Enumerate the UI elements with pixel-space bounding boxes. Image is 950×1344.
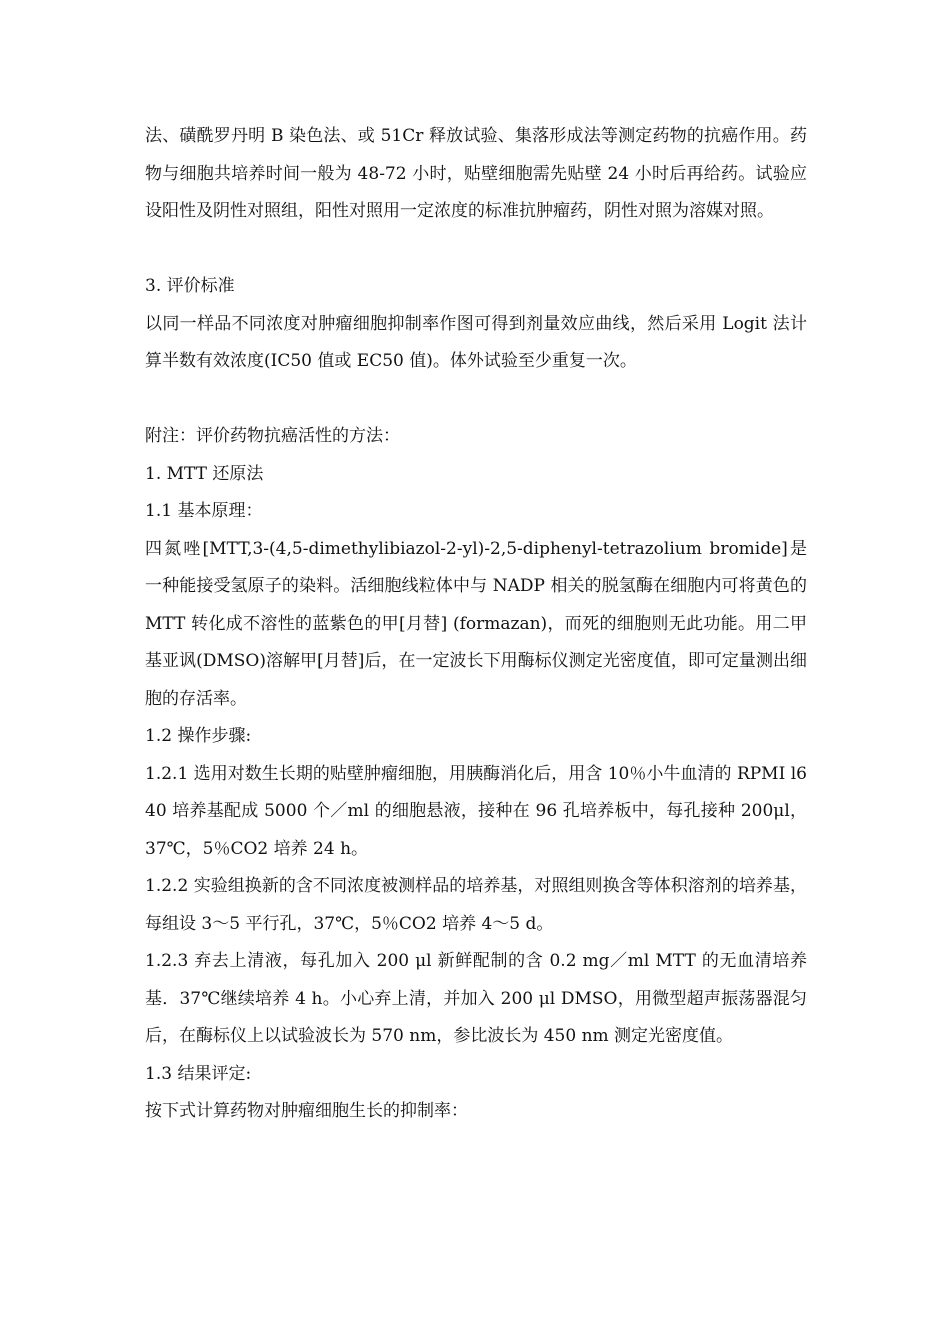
paragraph-step-1-2-3: 1.2.3 弃去上清液，每孔加入 200 μl 新鲜配制的含 0.2 mg／ml MTT 的无血清培养基．37℃继续培养 4 h。小心弃上清，并加入 200 μl DMSO，用微型超声振荡器混匀后，在酶标仪上以试验波长为 570 nm，参比波长为 450 nm 测定光密度值。: [145, 951, 807, 1046]
heading-appendix-note: 附注：评价药物抗癌活性的方法：: [145, 426, 400, 446]
paragraph-inhibition-formula-intro: 按下式计算药物对肿瘤细胞生长的抑制率：: [145, 1101, 468, 1121]
paragraph-step-1-2-2: 1.2.2 实验组换新的含不同浓度被测样品的培养基，对照组则换含等体积溶剂的培养基，每组设 3～5 平行孔，37℃，5％CO2 培养 4～5 d。: [145, 876, 807, 934]
heading-procedure: 1.2 操作步骤:: [145, 726, 252, 746]
paragraph-step-1-2-1: 1.2.1 选用对数生长期的贴壁肿瘤细胞，用胰酶消化后，用含 10％小牛血清的 RPMI l640 培养基配成 5000 个／ml 的细胞悬液，接种在 96 孔培养板中，每孔接种 200μl，37℃，5％CO2 培养 24 h。: [145, 763, 807, 859]
blank-line: [145, 231, 807, 269]
paragraph-basic-principle: 四氮唑[MTT,3-(4,5-dimethylibiazol-2-yl)-2,5-diphenyl-tetrazolium bromide]是一种能接受氢原子的染料。活细胞线粒体中与 NADP 相关的脱氢酶在细胞内可将黄色的 MTT 转化成不溶性的蓝紫色的甲[月替] (formazan)，而死的细胞则无此功能。用二甲基亚讽(DMSO)溶解甲[月替]后，在一定波长下用酶标仪测定光密度值，即可定量测出细胞的存活率。: [145, 538, 807, 709]
heading-result-evaluation: 1.3 结果评定:: [145, 1063, 252, 1084]
heading-basic-principle: 1.1 基本原理：: [145, 501, 263, 521]
heading-evaluation-criteria: 3. 评价标准: [145, 276, 235, 296]
heading-mtt-method: 1. MTT 还原法: [145, 463, 264, 484]
blank-line: [145, 381, 807, 419]
paragraph-evaluation-criteria: 以同一样品不同浓度对肿瘤细胞抑制率作图可得到剂量效应曲线，然后采用 Logit 法计算半数有效浓度(IC50 值或 EC50 值)。体外试验至少重复一次。: [145, 313, 807, 371]
document-body: [145, 118, 807, 1131]
paragraph-antitumor-assay-methods: 法、磺酰罗丹明 B 染色法、或 51Cr 释放试验、集落形成法等测定药物的抗癌作用。药物与细胞共培养时间一般为 48-72 小时，贴壁细胞需先贴壁 24 小时后再给药。试验应设阳性及阴性对照组，阳性对照用一定浓度的标准抗肿瘤药，阴性对照为溶媒对照。: [145, 126, 807, 221]
